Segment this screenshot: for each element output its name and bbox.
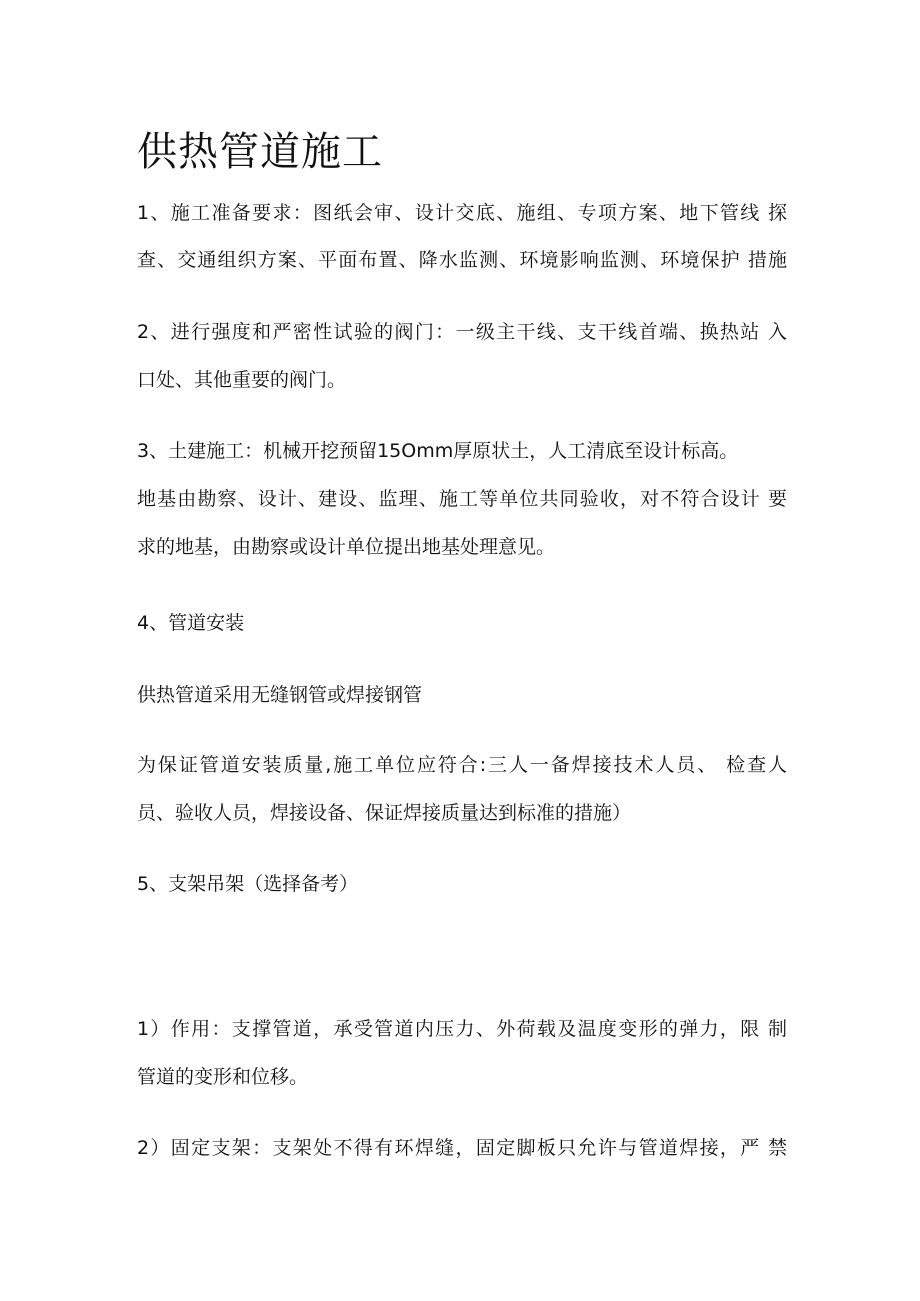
text-line: 供热管道采用无缝钢管或焊接钢管 xyxy=(137,684,423,706)
text-line: 为保证管道安装质量,施工单位应符合:三人一备焊接技术人员、 检查人 xyxy=(137,754,787,776)
text-line: 管道的变形和位移。 xyxy=(137,1066,309,1088)
text-line: 口处、其他重要的阀门。 xyxy=(137,369,347,391)
text-line: 查、交通组织方案、平面布置、降水监测、环境影响监测、环境保护 措施 xyxy=(137,249,787,271)
text-line: 地基由勘察、设计、建设、监理、施工等单位共同验收，对不符合设计 要 xyxy=(137,488,787,510)
text-line: 员、验收人员，焊接设备、保证焊接质量达到标准的措施） xyxy=(137,802,632,824)
text-line: 1）作用：支撑管道，承受管道内压力、外荷载及温度变形的弹力，限 制 xyxy=(137,1018,787,1040)
text-line: 求的地基，由勘察或设计单位提出地基处理意见。 xyxy=(137,536,556,558)
page-title: 供热管道施工 xyxy=(137,129,383,175)
text-line: 2）固定支架：支架处不得有环焊缝，固定脚板只允许与管道焊接，严 禁 xyxy=(137,1137,787,1159)
section-heading: 5、支架吊架（选择备考） xyxy=(137,873,359,895)
section-heading: 4、管道安装 xyxy=(137,612,245,634)
text-line: 1、施工准备要求：图纸会审、设计交底、施组、专项方案、地下管线 探 xyxy=(137,202,787,224)
text-line: 2、进行强度和严密性试验的阀门：一级主干线、支干线首端、换热站 入 xyxy=(137,321,787,343)
text-line: 3、土建施工：机械开挖预留15Omm厚原状土，人工清底至设计标高。 xyxy=(137,440,739,462)
